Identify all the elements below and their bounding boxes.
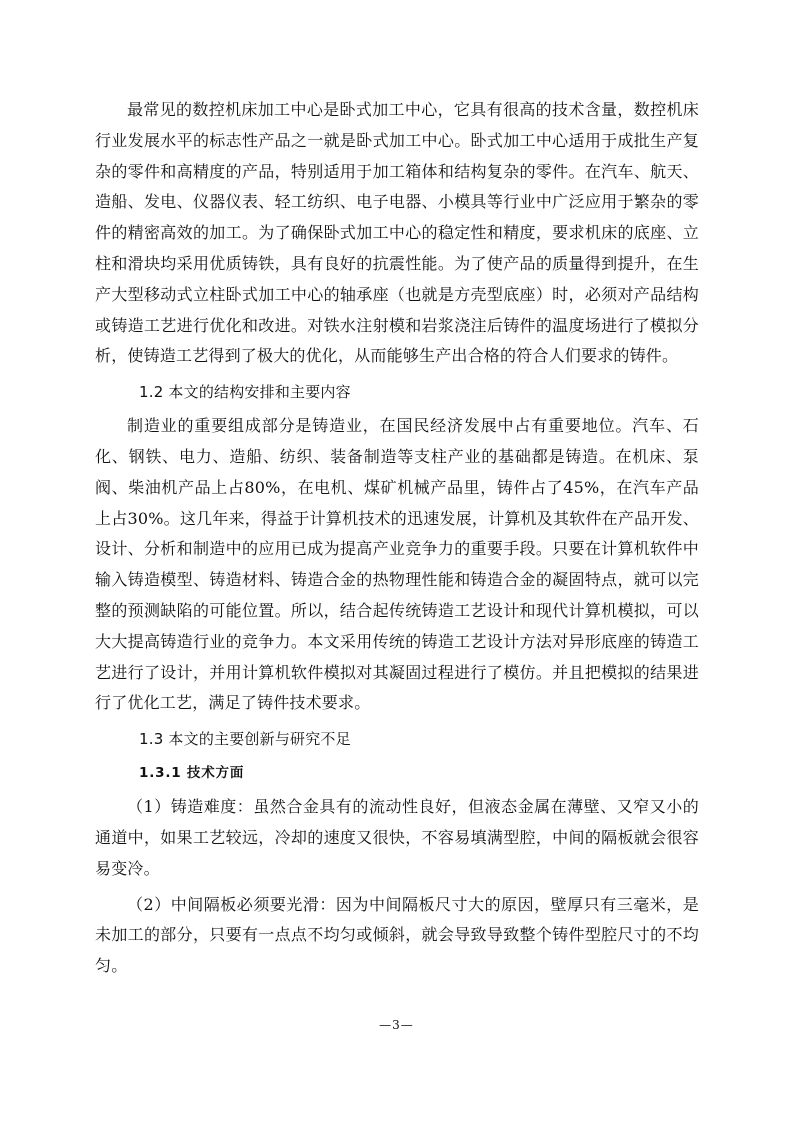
section-heading-1-3: 1.3 本文的主要创新与研究不足 (139, 730, 351, 749)
section-heading-1-2: 1.2 本文的结构安排和主要内容 (139, 383, 351, 402)
page-number: —3— (379, 1018, 414, 1032)
paragraph-casting-difficulty: （1）铸造难度：虽然合金具有的流动性良好，但液态金属在薄壁、又窄又小的通道中，如果工艺较远，冷却的速度又很快，不容易填满型腔，中间的隔板就会很容易变冷。 (95, 797, 699, 878)
paragraph-casting-industry: 制造业的重要组成部分是铸造业，在国民经济发展中占有重要地位。汽车、石化、钢铁、电力、造船、纺织、装备制造等支柱产业的基础都是铸造。在机床、泵阀、柴油机产品上占80%，在电机、煤矿机械产品里，铸件占了45%，在汽车产品上占30%。这几年来，得益于计算机技术的迅速发展，计算机及其软件在产品开发、设计、分析和制造中的应用已成为提高产业竞争力的重要手段。只要在计算机软件中输入铸造模型、铸造材料、铸造合金的热物理性能和铸造合金的凝固特点，就可以完整的预测缺陷的可能位置。所以，结合起传统铸造工艺设计和现代计算机模拟，可以大大提高铸造行业的竞争力。本文采用传统的铸造工艺设计方法对异形底座的铸造工艺进行了设计，并用计算机软件模拟对其凝固过程进行了模仿。并且把模拟的结果进行了优化工艺，满足了铸件技术要求。 (95, 416, 699, 713)
paragraph-partition-smoothness: （2）中间隔板必须要光滑：因为中间隔板尺寸大的原因，壁厚只有三毫米，是未加工的部分，只要有一点点不均匀或倾斜，就会导致导致整个铸件型腔尺寸的不均匀。 (95, 894, 699, 976)
page-body (95, 95, 699, 987)
subsection-heading-1-3-1: 1.3.1 技术方面 (139, 765, 245, 782)
paragraph-horizontal-machining-center: 最常见的数控机床加工中心是卧式加工中心，它具有很高的技术含量，数控机床行业发展水平的标志性产品之一就是卧式加工中心。卧式加工中心适用于成批生产复杂的零件和高精度的产品，特别适用于加工箱体和结构复杂的零件。在汽车、航天、造船、发电、仪器仪表、轻工纺织、电子电器、小模具等行业中广泛应用于繁杂的零件的精密高效的加工。为了确保卧式加工中心的稳定性和精度，要求机床的底座、立柱和滑块均采用优质铸铁，具有良好的抗震性能。为了使产品的质量得到提升，在生产大型移动式立柱卧式加工中心的轴承座（也就是方壳型底座）时，必须对产品结构或铸造工艺进行优化和改进。对铁水注射模和岩浆浇注后铸件的温度场进行了模拟分析，使铸造工艺得到了极大的优化，从而能够生产出合格的符合人们要求的铸件。 (95, 100, 699, 366)
